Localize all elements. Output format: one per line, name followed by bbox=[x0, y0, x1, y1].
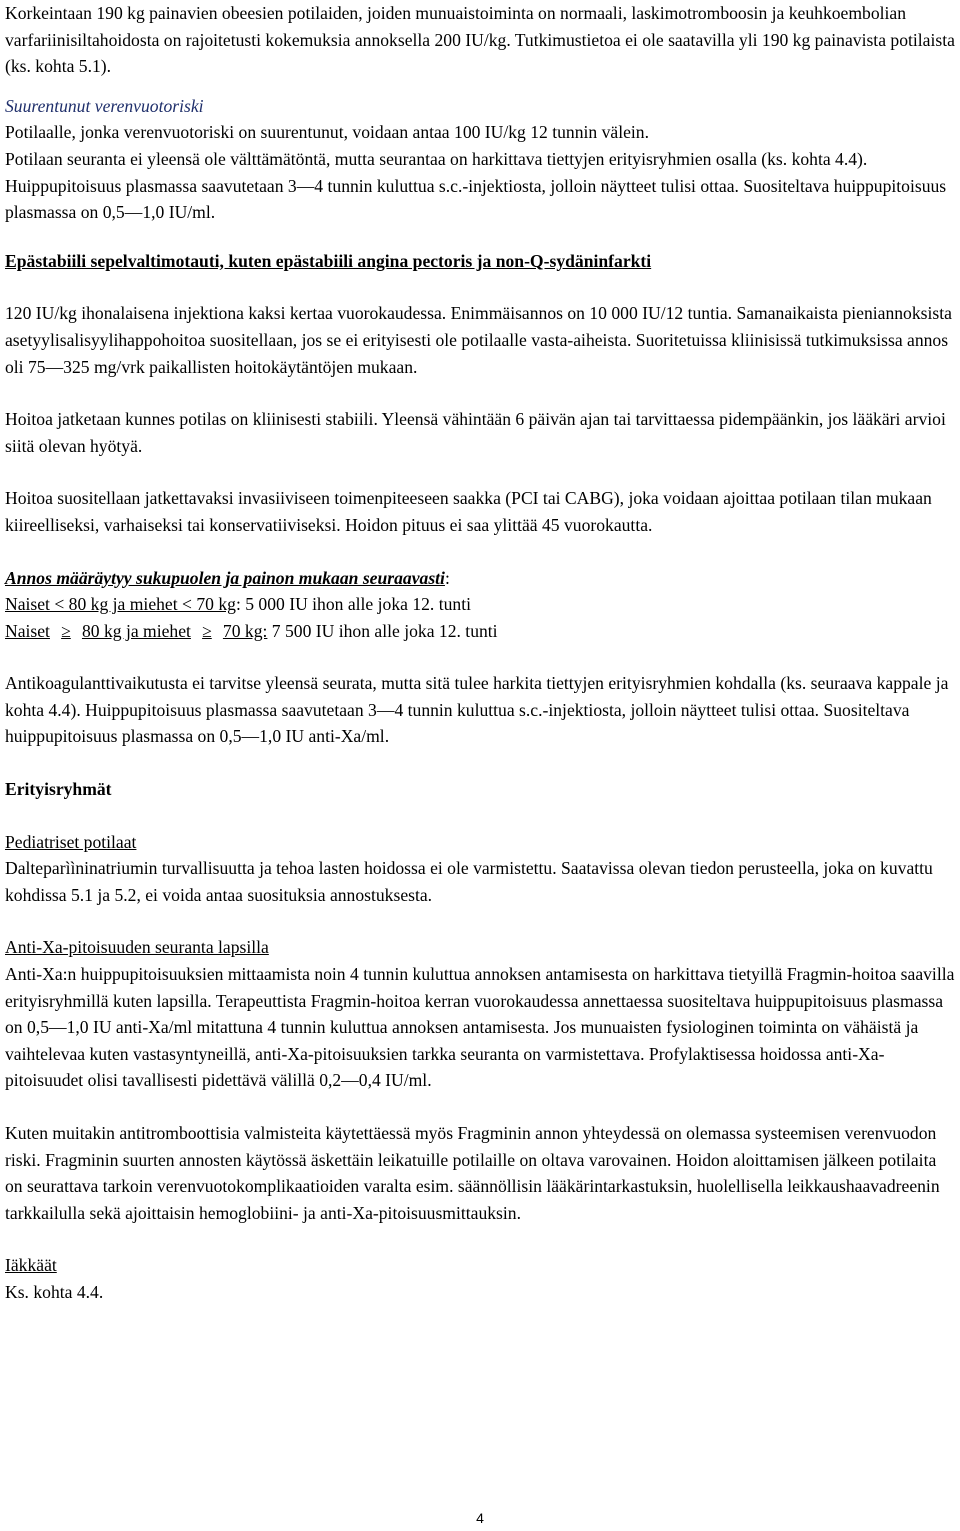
dose-row-2-label-c: 70 kg: bbox=[222, 620, 268, 641]
dose-row-2-label-a: Naiset bbox=[5, 620, 50, 641]
dose-row-2-value: 7 500 IU ihon alle joka 12. tunti bbox=[267, 620, 498, 641]
greater-equal-symbol: ≥ bbox=[202, 620, 212, 641]
paragraph-antixa-monitoring: Anti-Xa:n huippupitoisuuksien mittaamista noin 4 tunnin kuluttua annoksen antamisesta on harkittava tietyillä Fragmin-hoitoa saavilla erityisryhmillä kuten lapsilla. Terapeuttista Fragmin-hoitoa kerran vuorokaudessa annettaessa suositeltava huippupitoisuus plasmassa on 0,5—1,0 IU anti-Xa/ml mitattuna 4 tunnin kuluttua annoksen antamisesta. Jos munuaisten fysiologinen toiminta on vähäistä ja vaihtelevaa kuten vastasyntyneillä, anti-Xa-pitoisuuksien tarkka seuranta on varmistettava. Profylaktisessa hoidossa anti-Xa-pitoisuudet olisi tavallisesti pidettävä välillä 0,2—0,4 IU/ml. bbox=[5, 964, 955, 1091]
heading-elderly: Iäkkäät bbox=[5, 1255, 57, 1276]
heading-pediatric-patients: Pediatriset potilaat bbox=[5, 831, 137, 852]
dose-row-1-value: : 5 000 IU ihon alle joka 12. tunti bbox=[235, 594, 471, 615]
paragraph-obese-patients: Korkeintaan 190 kg painavien obeesien potilaiden, joiden munuaistoiminta on normaali, laskimotromboosin ja keuhkoembolian varfariinisiltahoidosta on rajoitetusti kokemuksia annoksella 200 IU/kg. Tutkimustietoa ei ole saatavilla yli 190 kg painavista potilaista (ks. kohta 5.1). bbox=[5, 3, 955, 77]
paragraph-bleeding-dose: Potilaalle, jonka verenvuotoriski on suurentunut, voidaan antaa 100 IU/kg 12 tunnin välein. bbox=[5, 122, 649, 143]
heading-dose-by-sex-weight bbox=[5, 565, 957, 592]
dose-heading-text: Annos määräytyy sukupuolen ja painon mukaan seuraavasti bbox=[5, 567, 445, 588]
heading-unstable-coronary-disease: Epästabiili sepelvaltimotauti, kuten epästabiili angina pectoris ja non-Q-sydäninfarkti bbox=[5, 250, 652, 271]
dose-heading-colon: : bbox=[444, 567, 450, 588]
dose-row-2-label-b: 80 kg ja miehet bbox=[81, 620, 191, 641]
dose-row-1-label: Naiset < 80 kg ja miehet < 70 kg bbox=[5, 594, 236, 615]
paragraph-angina-invasive: Hoitoa suositellaan jatkettavaksi invasiiviseen toimenpiteeseen saakka (PCI tai CABG), joka voidaan ajoittaa potilaan tilan mukaan kiireelliseksi, varhaiseksi tai konservatiiviseksi. Hoidon pituus ei saa ylittää 45 vuorokautta. bbox=[5, 488, 932, 535]
heading-antixa-monitoring-children: Anti-Xa-pitoisuuden seuranta lapsilla bbox=[5, 937, 269, 958]
greater-equal-symbol: ≥ bbox=[61, 620, 71, 641]
heading-increased-bleeding-risk: Suurentunut verenvuotoriski bbox=[5, 95, 204, 116]
document-page bbox=[5, 0, 957, 1306]
paragraph-pediatric: Dalteparììninatriumin turvallisuutta ja tehoa lasten hoidossa ei ole varmistettu. Saatavissa olevan tiedon perusteella, joka on kuvattu kohdissa 5.1 ja 5.2, ei voida antaa suosituksia annostuksesta. bbox=[5, 858, 933, 905]
paragraph-angina-duration: Hoitoa jatketaan kunnes potilas on kliinisesti stabiili. Yleensä vähintään 6 päivän ajan tai tarvittaessa pidempäänkin, jos lääkäri arvioi siitä olevan hyötyä. bbox=[5, 409, 946, 456]
dose-row-1 bbox=[5, 591, 957, 618]
paragraph-elderly: Ks. kohta 4.4. bbox=[5, 1281, 104, 1302]
dose-row-2 bbox=[5, 618, 957, 645]
paragraph-anticoagulant-monitoring: Antikoagulanttivaikutusta ei tarvitse yleensä seurata, mutta sitä tulee harkita tiettyjen erityisryhmien kohdalla (ks. seuraava kappale ja kohta 4.4). Huippupitoisuus plasmassa saavutetaan 3—4 tunnin kuluttua s.c.-injektiosta, jolloin näytteet tulisi ottaa. Suositeltava huippupitoisuus plasmassa on 0,5—1,0 IU anti-Xa/ml. bbox=[5, 673, 949, 747]
paragraph-bleeding-monitoring: Potilaan seuranta ei yleensä ole välttämätöntä, mutta seurantaa on harkittava tiettyjen erityisryhmien osalla (ks. kohta 4.4). Huippupitoisuus plasmassa saavutetaan 3—4 tunnin kuluttua s.c.-injektiosta, jolloin näytteet tulisi ottaa. Suositeltava huippupitoisuus plasmassa on 0,5—1,0 IU/ml. bbox=[5, 148, 947, 223]
paragraph-systemic-bleeding-risk: Kuten muitakin antitromboottisia valmisteita käytettäessä myös Fragminin annon yhteydessä on olemassa systeemisen verenvuodon riski. Fragminin suurten annosten käytössä äskettäin leikatuille potilaille on oltava varovainen. Hoidon aloittamisen jälkeen potilaita on seurattava tarkoin verenvuotokomplikaatioiden varalta esim. säännöllisin lääkärintarkastuksin, huolellisella leikkaushaavadreenin tarkkailulla sekä ajoittaisin hemoglobiini- ja anti-Xa-pitoisuusmittauksin. bbox=[5, 1123, 940, 1223]
page-number: 4 bbox=[476, 1510, 484, 1526]
paragraph-angina-dose: 120 IU/kg ihonalaisena injektiona kaksi kertaa vuorokaudessa. Enimmäisannos on 10 000 IU/12 tuntia. Samanaikaista pieniannoksista asetyylisalisyylihappohoitoa suositellaan, jos se ei erityisesti ole potilaalle vasta-aiheista. Suoritetuissa kliinisissä tutkimuksissa annos oli 75—325 mg/vrk paikallisten hoitokäytäntöjen mukaan. bbox=[5, 303, 952, 377]
heading-special-populations: Erityisryhmät bbox=[5, 779, 112, 800]
